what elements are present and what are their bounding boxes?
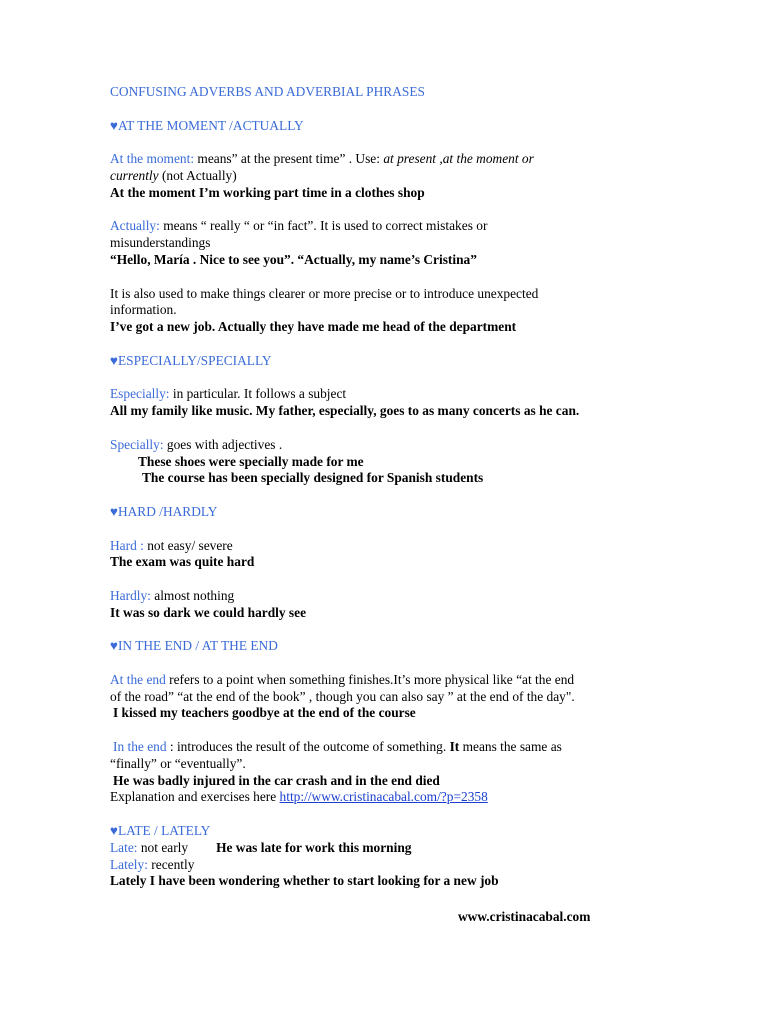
term-late: Late: [110,839,138,855]
document-body [110,84,670,890]
example-at-the-end: I kissed my teachers goodbye at the end of the course [113,705,416,721]
heart-icon: ♥ [110,638,118,654]
definition-at-the-end-cont: of the road” “at the end of the book” , though you can also say ” at the end of the day". [110,688,575,704]
definition-lately: Lately: recently [110,856,195,872]
heart-icon: ♥ [110,117,118,133]
example-at-the-moment: At the moment I’m working part time in a clothes shop [110,184,425,200]
section-heading-in-the-end-at-the-end: ♥IN THE END / AT THE END [110,638,278,654]
definition-specially: Specially: goes with adjectives . [110,436,283,452]
definition-especially: Especially: in particular. It follows a subject [110,386,347,402]
paragraph-actually-also-cont: information. [110,302,177,318]
footer-website: www.cristinacabal.com [458,909,591,924]
section-heading-at-the-moment-actually: ♥AT THE MOMENT /ACTUALLY [110,117,304,133]
heart-icon: ♥ [110,503,118,519]
example-hardly: It was so dark we could hardly see [110,604,307,620]
example-actually-also: I’ve got a new job. Actually they have made me head of the department [110,319,517,335]
section-heading-hard-hardly: ♥HARD /HARDLY [110,503,218,519]
term-at-the-moment: At the moment: [110,151,195,167]
example-specially-1: These shoes were specially made for me [138,453,364,469]
definition-at-the-moment-cont: currently (not Actually) [110,167,237,183]
term-actually: Actually [110,218,157,234]
section-heading-especially-specially: ♥ESPECIALLY/SPECIALLY [110,352,272,368]
definition-at-the-moment: At the moment: means” at the present time” . Use: at present ,at the moment or [110,151,534,167]
term-lately: Lately: [110,856,148,872]
definition-actually-cont: misunderstandings [110,235,211,251]
definition-actually: Actually: means “ really “ or “in fact”. It is used to correct mistakes or [110,218,488,234]
section-heading-late-lately: ♥LATE / LATELY [110,823,211,839]
example-actually: “Hello, María . Nice to see you”. “Actually, my name’s Cristina” [110,251,477,267]
heart-icon: ♥ [110,352,118,368]
term-in-the-end: In the end [113,739,167,755]
example-specially-2: The course has been specially designed for Spanish students [142,470,484,486]
document-title: CONFUSING ADVERBS AND ADVERBIAL PHRASES [110,84,425,99]
definition-hard: Hard : not easy/ severe [110,537,233,553]
example-hard: The exam was quite hard [110,554,255,570]
definition-hardly: Hardly: almost nothing [110,587,235,603]
example-lately: Lately I have been wondering whether to start looking for a new job [110,873,499,889]
term-hardly: Hardly: [110,587,151,603]
definition-in-the-end: In the end : introduces the result of the outcome of something. It means the same as [113,739,562,755]
term-specially: Specially: [110,436,164,452]
term-hard: Hard : [110,537,144,553]
definition-in-the-end-cont: “finally” or “eventually”. [110,755,246,771]
example-late: He was late for work this morning [216,839,412,855]
example-especially: All my family like music. My father, especially, goes to as many concerts as he can. [110,403,580,419]
example-in-the-end: He was badly injured in the car crash and in the end died [113,772,440,788]
term-at-the-end: At the end [110,671,166,687]
definition-late: Late: not early He was late for work this morning [110,839,412,855]
paragraph-actually-also: It is also used to make things clearer or more precise or to introduce unexpected [110,285,539,301]
explanation-line: Explanation and exercises here http://www.cristinacabal.com/?p=2358 [110,789,488,805]
definition-at-the-end: At the end refers to a point when something finishes.It’s more physical like “at the end [110,671,575,687]
term-especially: Especially: [110,386,170,402]
heart-icon: ♥ [110,823,118,839]
exercises-link[interactable]: http://www.cristinacabal.com/?p=2358 [279,789,488,805]
